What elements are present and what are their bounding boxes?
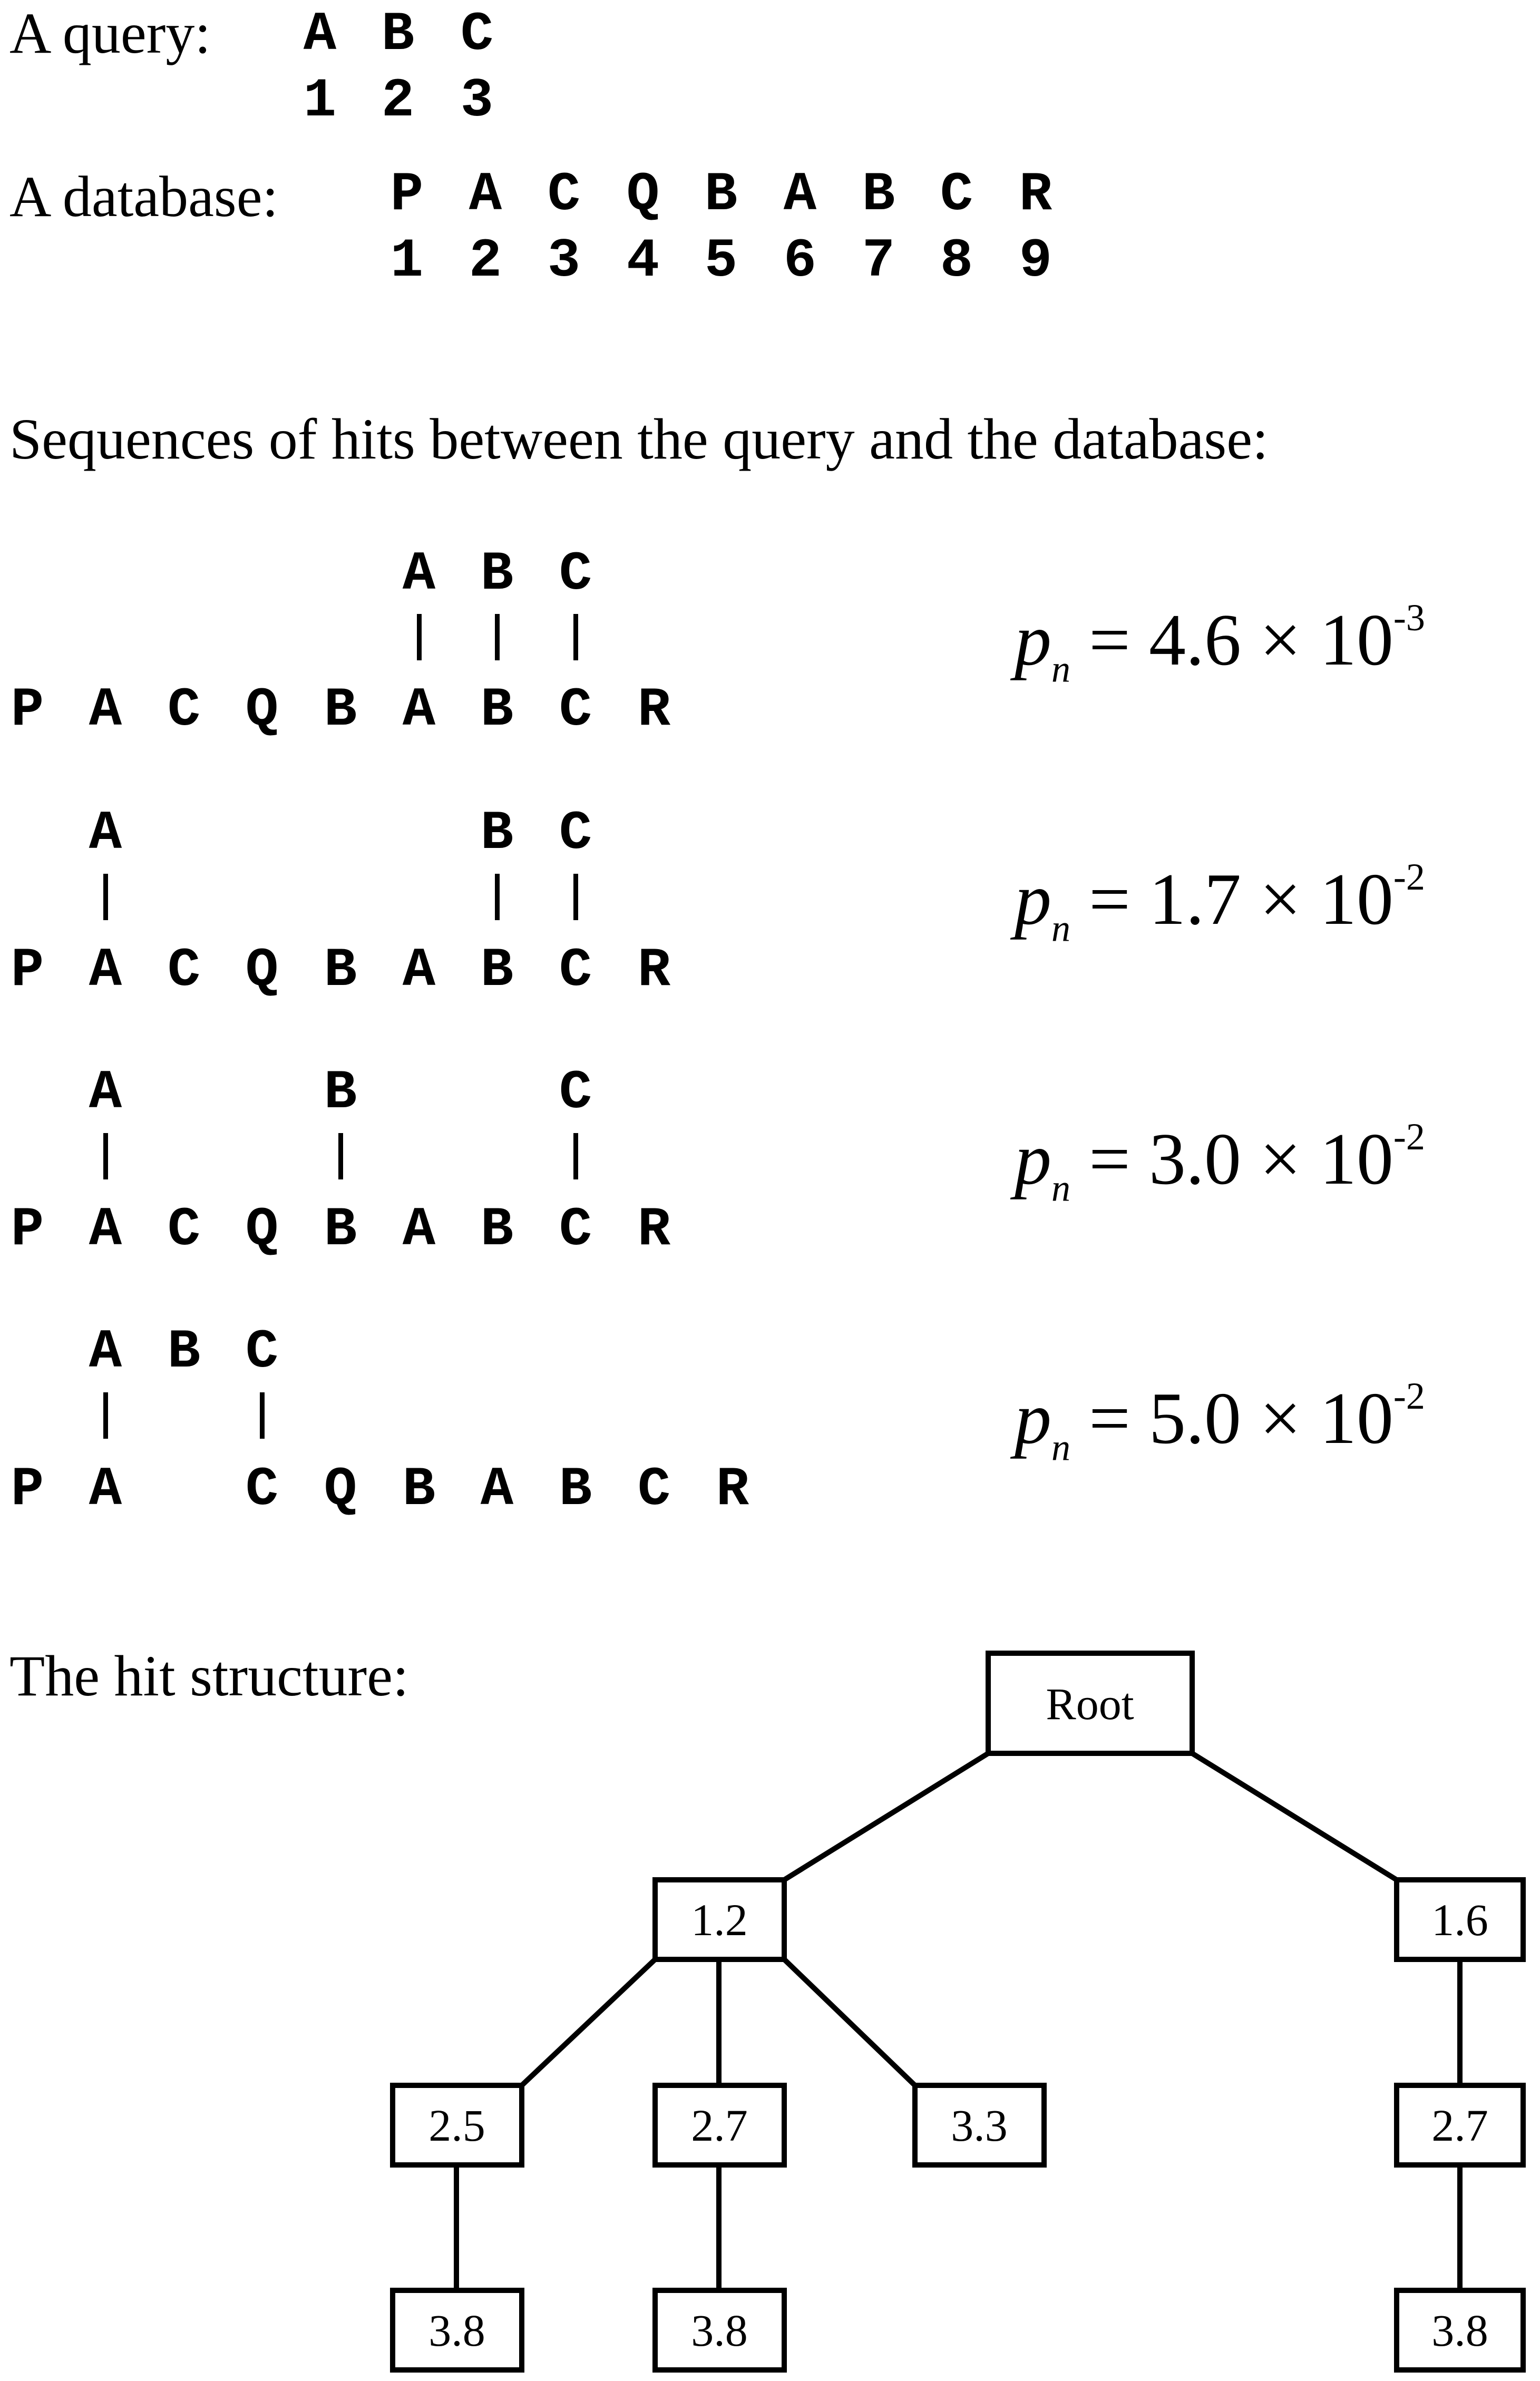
hit-query-letter: C xyxy=(245,1321,279,1383)
tree-node-label: 3.8 xyxy=(691,2305,748,2356)
database-letter: P xyxy=(390,164,424,226)
database-position: 5 xyxy=(704,230,738,292)
hit-query-letter: A xyxy=(89,1321,122,1383)
database-position: 1 xyxy=(390,230,424,292)
query-letter: B xyxy=(381,4,415,66)
hit-db-letter: B xyxy=(480,1199,514,1261)
database-letter: B xyxy=(704,164,738,226)
hit-query-letter: B xyxy=(480,803,514,865)
hit-db-letter: C xyxy=(637,1459,671,1521)
hit-db-letter: C xyxy=(559,940,592,1002)
tree-node-label: 2.7 xyxy=(691,2100,748,2151)
hit-db-letter: R xyxy=(637,679,671,741)
tree-node-label: 3.3 xyxy=(951,2100,1008,2151)
tree-node-label: 3.8 xyxy=(428,2305,485,2356)
hit-db-letter: C xyxy=(167,679,201,741)
database-position: 9 xyxy=(1019,230,1052,292)
p-value: $p_n = 1.7 \times 10^{-2}$ xyxy=(1015,856,1425,950)
hit-db-letter: B xyxy=(324,940,357,1002)
database-letter: B xyxy=(862,164,895,226)
hit-query-letter: A xyxy=(89,1062,122,1124)
hit-db-letter: Q xyxy=(245,679,279,741)
hit-db-letter: A xyxy=(480,1459,514,1521)
hits-heading: Sequences of hits between the query and the database: xyxy=(9,407,1269,471)
hit-db-letter: A xyxy=(402,679,436,741)
hit-db-letter: A xyxy=(89,1199,122,1261)
hit-db-letter: A xyxy=(402,1199,436,1261)
database-letter: C xyxy=(547,164,581,226)
tree-node-label: 1.6 xyxy=(1431,1895,1488,1945)
database-position: 4 xyxy=(626,230,660,292)
hit-query-letter: C xyxy=(559,1062,592,1124)
hit-query-letter: C xyxy=(559,543,592,606)
tree-edge xyxy=(1192,1753,1397,1880)
hit-db-letter: B xyxy=(324,679,357,741)
tree-node-label: Root xyxy=(1046,1679,1134,1729)
query-position: 3 xyxy=(460,70,494,132)
hit-db-letter: C xyxy=(559,1199,592,1261)
hit-db-letter: R xyxy=(716,1459,749,1521)
hit-db-letter: Q xyxy=(245,1199,279,1261)
hit-query-letter: A xyxy=(89,803,122,865)
query-position: 2 xyxy=(381,70,415,132)
hit-db-letter: B xyxy=(480,940,514,1002)
query-letter: C xyxy=(460,4,494,66)
hit-db-letter: A xyxy=(89,940,122,1002)
hit-db-letter: A xyxy=(89,1459,122,1521)
database-position: 8 xyxy=(940,230,973,292)
hit-db-letter: R xyxy=(637,940,671,1002)
p-value: $p_n = 5.0 \times 10^{-2}$ xyxy=(1015,1375,1425,1469)
hit-db-letter: B xyxy=(559,1459,592,1521)
p-value: $p_n = 3.0 \times 10^{-2}$ xyxy=(1015,1116,1425,1209)
tree-node-label: 2.7 xyxy=(1431,2100,1488,2151)
hit-db-letter: P xyxy=(11,1459,44,1521)
hit-query-letter: B xyxy=(167,1321,201,1383)
hit-query-letter: B xyxy=(324,1062,357,1124)
hit-db-letter: B xyxy=(480,679,514,741)
hit-query-letter: C xyxy=(559,803,592,865)
hit-query-letter: B xyxy=(480,543,514,606)
hit-db-letter: B xyxy=(402,1459,436,1521)
hit-db-letter: P xyxy=(11,1199,44,1261)
hit-db-letter: P xyxy=(11,940,44,1002)
database-position: 2 xyxy=(469,230,502,292)
database-letter: R xyxy=(1019,164,1052,226)
database-letter: C xyxy=(940,164,973,226)
tree-node-label: 1.2 xyxy=(691,1895,748,1945)
tree-edge xyxy=(522,1959,655,2085)
query-letter: A xyxy=(303,4,337,66)
hit-db-letter: B xyxy=(324,1199,357,1261)
database-position: 3 xyxy=(547,230,581,292)
hit-db-letter: A xyxy=(89,679,122,741)
database-label: A database: xyxy=(9,164,279,229)
hit-db-letter: Q xyxy=(245,940,279,1002)
hit-db-letter: C xyxy=(559,679,592,741)
database-position: 7 xyxy=(862,230,895,292)
hit-db-letter: A xyxy=(402,940,436,1002)
p-value: $p_n = 4.6 \times 10^{-3}$ xyxy=(1015,597,1425,690)
hit-query-letter: A xyxy=(402,543,436,606)
database-letter: Q xyxy=(626,164,660,226)
tree-node-label: 2.5 xyxy=(428,2100,485,2151)
database-position: 6 xyxy=(783,230,817,292)
database-letter: A xyxy=(783,164,817,226)
hit-db-letter: C xyxy=(167,940,201,1002)
database-letter: A xyxy=(469,164,502,226)
tree-node-label: 3.8 xyxy=(1431,2305,1488,2356)
tree-edges xyxy=(456,1753,1460,2290)
hit-db-letter: Q xyxy=(324,1459,357,1521)
query-position: 1 xyxy=(303,70,337,132)
structure-heading: The hit structure: xyxy=(9,1644,409,1708)
hit-db-letter: R xyxy=(637,1199,671,1261)
hit-db-letter: C xyxy=(167,1199,201,1261)
hit-db-letter: C xyxy=(245,1459,279,1521)
tree-edge xyxy=(784,1753,988,1880)
query-label: A query: xyxy=(9,1,211,65)
hit-db-letter: P xyxy=(11,679,44,741)
tree-edge xyxy=(784,1959,915,2085)
